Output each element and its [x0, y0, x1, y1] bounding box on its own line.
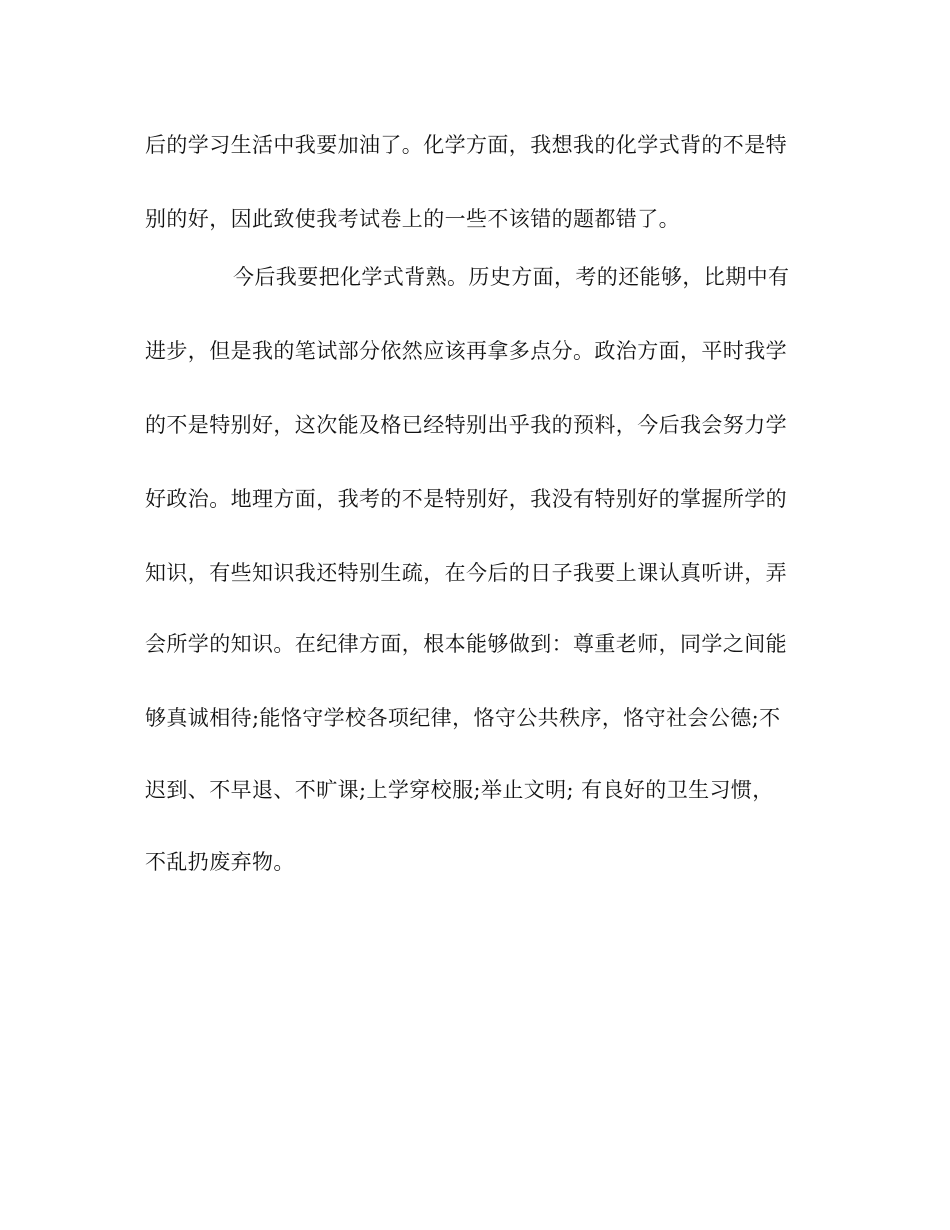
text-line: 后的学习生活中我要加油了。化学方面，我想我的化学式背的不是特 [145, 133, 787, 157]
text-line: 够真诚相待;能恪守学校各项纪律，恪守公共秩序，恪守社会公德;不 [145, 706, 781, 730]
text-line-indented: 今后我要把化学式背熟。历史方面，考的还能够，比期中有 [233, 265, 790, 289]
text-line: 的不是特别好，这次能及格已经特别出乎我的预料，今后我会努力学 [145, 413, 787, 437]
text-line: 会所学的知识。在纪律方面，根本能够做到：尊重老师，同学之间能 [145, 632, 787, 656]
text-line: 别的好，因此致使我考试卷上的一些不该错的题都错了。 [145, 207, 680, 231]
text-line: 好政治。地理方面，我考的不是特别好，我没有特别好的掌握所学的 [145, 487, 787, 511]
text-line: 进步，但是我的笔试部分依然应该再拿多点分。政治方面，平时我学 [145, 339, 787, 363]
text-line: 不乱扔废弃物。 [145, 850, 295, 874]
text-line: 迟到、不早退、不旷课;上学穿校服;举止文明; 有良好的卫生习惯， [145, 778, 774, 802]
text-line: 知识，有些知识我还特别生疏，在今后的日子我要上课认真听讲，弄 [145, 561, 787, 585]
